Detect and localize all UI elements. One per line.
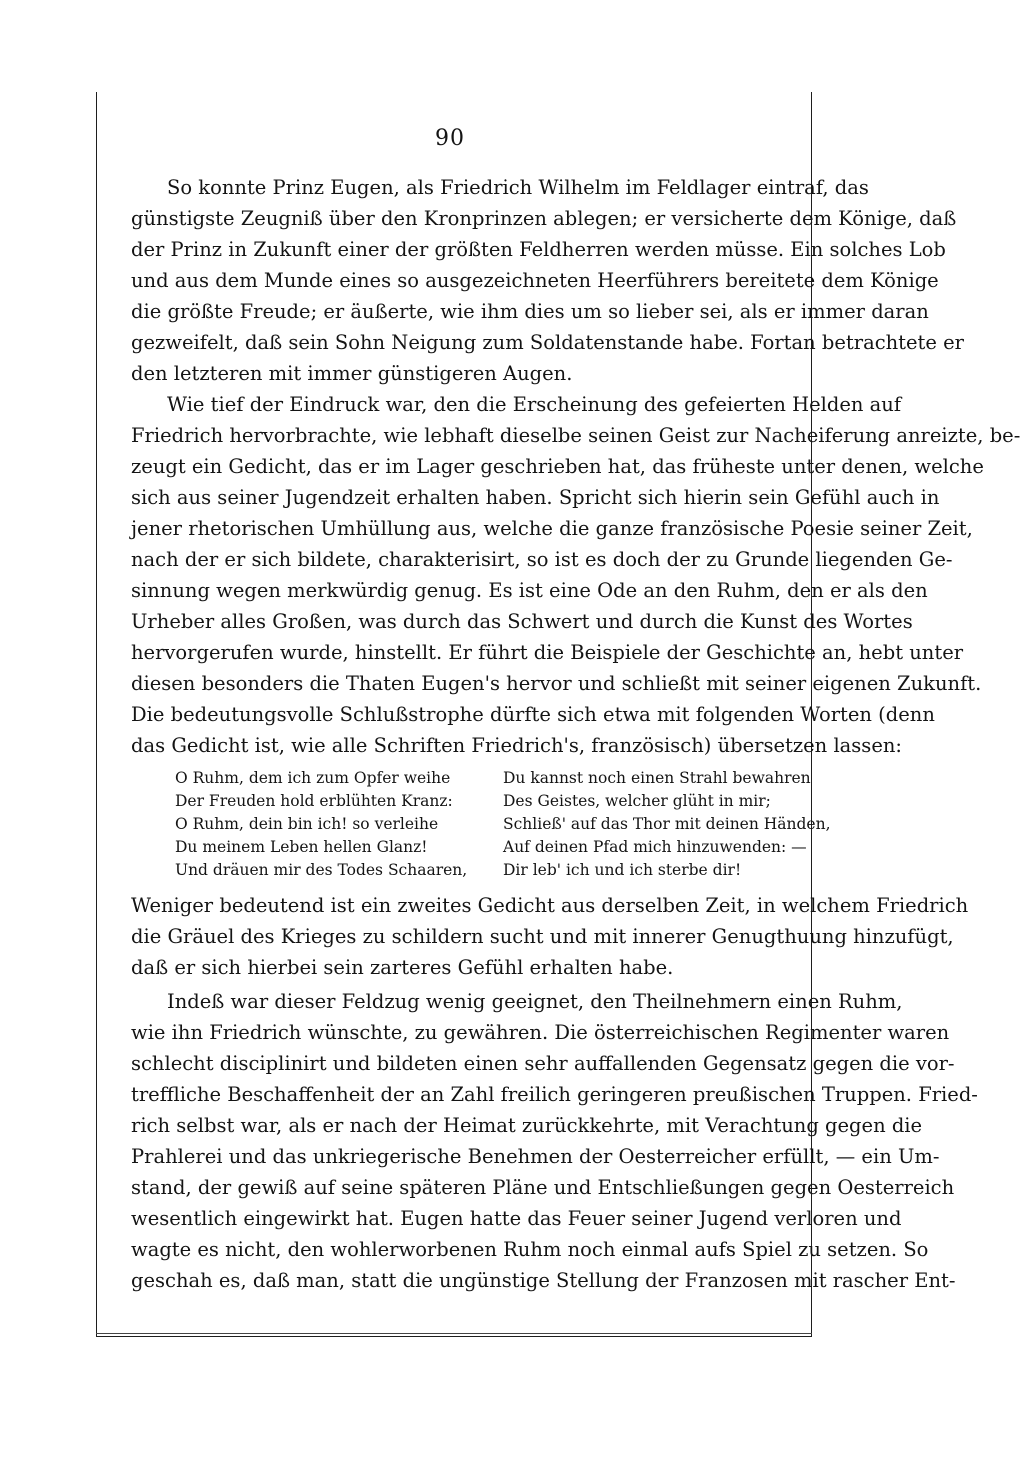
verse-line: Der Freuden hold erblühten Kranz: <box>175 792 453 810</box>
verse-line: Du meinem Leben hellen Glanz! <box>175 838 428 856</box>
text-line: So konnte Prinz Eugen, als Friedrich Wilhelm im Feldlager eintraf, das <box>167 176 869 199</box>
verse-line: O Ruhm, dein bin ich! so verleihe <box>175 815 439 833</box>
text-line: Urheber alles Großen, was durch das Schwert und durch die Kunst des Wortes <box>131 610 913 633</box>
paragraph <box>131 890 969 983</box>
verse-column-right <box>503 767 831 882</box>
text-line: daß er sich hierbei sein zarteres Gefühl erhalten habe. <box>131 956 674 979</box>
text-line: rich selbst war, als er nach der Heimat zurückkehrte, mit Verachtung gegen die <box>131 1114 923 1137</box>
verse-line: Auf deinen Pfad mich hinzuwenden: — <box>503 838 807 856</box>
text-line: geschah es, daß man, statt die ungünstige Stellung der Franzosen mit rascher Ent- <box>131 1269 956 1292</box>
text-line: stand, der gewiß auf seine späteren Pläne und Entschließungen gegen Oesterreich <box>131 1176 955 1199</box>
text-line: diesen besonders die Thaten Eugen's hervor und schließt mit seiner eigenen Zukunft. <box>131 672 982 695</box>
verse-block <box>175 767 832 882</box>
text-line: Wie tief der Eindruck war, den die Erscheinung des gefeierten Helden auf <box>167 393 902 416</box>
text-line: nach der er sich bildete, charakterisirt, so ist es doch der zu Grunde liegenden Ge- <box>131 548 953 571</box>
text-line: wesentlich eingewirkt hat. Eugen hatte das Feuer seiner Jugend verloren und <box>131 1207 902 1230</box>
text-line: Weniger bedeutend ist ein zweites Gedicht aus derselben Zeit, in welchem Friedrich <box>131 894 969 917</box>
text-line: der Prinz in Zukunft einer der größten Feldherren werden müsse. Ein solches Lob <box>131 238 946 261</box>
page-number: 90 <box>435 126 465 151</box>
text-line: schlecht disciplinirt und bildeten einen sehr auffallenden Gegensatz gegen die vor- <box>131 1052 955 1075</box>
paragraph <box>131 986 978 1296</box>
verse-line: Du kannst noch einen Strahl bewahren <box>503 769 811 787</box>
text-line: günstigste Zeugniß über den Kronprinzen ablegen; er versicherte dem Könige, daß <box>131 207 957 230</box>
text-line: Prahlerei und das unkriegerische Benehmen der Oesterreicher erfüllt, — ein Um- <box>131 1145 940 1168</box>
text-line: Die bedeutungsvolle Schlußstrophe dürfte sich etwa mit folgenden Worten (denn <box>131 703 935 726</box>
text-line: wagte es nicht, den wohlerworbenen Ruhm noch einmal aufs Spiel zu setzen. So <box>131 1238 929 1261</box>
text-line: wie ihn Friedrich wünschte, zu gewähren. Die österreichischen Regimenter waren <box>131 1021 950 1044</box>
text-line: zeugt ein Gedicht, das er im Lager geschrieben hat, das früheste unter denen, welche <box>131 455 984 478</box>
verse-line: Schließ' auf das Thor mit deinen Händen, <box>503 815 831 833</box>
text-line: das Gedicht ist, wie alle Schriften Friedrich's, französisch) übersetzen lassen: <box>131 734 902 757</box>
text-line: gezweifelt, daß sein Sohn Neigung zum Soldatenstande habe. Fortan betrachtete er <box>131 331 964 354</box>
text-line: jener rhetorischen Umhüllung aus, welche die ganze französische Poesie seiner Zeit, <box>131 517 973 540</box>
verse-line: Und dräuen mir des Todes Schaaren, <box>175 861 468 879</box>
paragraph <box>131 389 1020 761</box>
text-line: Friedrich hervorbrachte, wie lebhaft dieselbe seinen Geist zur Nacheiferung anreizte, be- <box>131 424 1020 447</box>
text-line: den letzteren mit immer günstigeren Augen. <box>131 362 573 385</box>
text-line: sinnung wegen merkwürdig genug. Es ist eine Ode an den Ruhm, den er als den <box>131 579 928 602</box>
text-line: die größte Freude; er äußerte, wie ihm dies um so lieber sei, als er immer daran <box>131 300 929 323</box>
text-line: treffliche Beschaffenheit der an Zahl freilich geringeren preußischen Truppen. Fried- <box>131 1083 978 1106</box>
verse-line: Des Geistes, welcher glüht in mir; <box>503 792 771 810</box>
text-line: die Gräuel des Krieges zu schildern sucht und mit innerer Genugthuung hinzufügt, <box>131 925 954 948</box>
text-line: hervorgerufen wurde, hinstellt. Er führt die Beispiele der Geschichte an, hebt unter <box>131 641 964 664</box>
text-line: und aus dem Munde eines so ausgezeichneten Heerführers bereitete dem Könige <box>131 269 939 292</box>
text-line: Indeß war dieser Feldzug wenig geeignet, den Theilnehmern einen Ruhm, <box>167 990 903 1013</box>
verse-line: Dir leb' ich und ich sterbe dir! <box>503 861 742 879</box>
page-body <box>131 172 1020 1296</box>
verse-column-left <box>175 767 503 882</box>
verse-line: O Ruhm, dem ich zum Opfer weihe <box>175 769 451 787</box>
text-line: sich aus seiner Jugendzeit erhalten haben. Spricht sich hierin sein Gefühl auch in <box>131 486 940 509</box>
paragraph <box>131 172 964 389</box>
